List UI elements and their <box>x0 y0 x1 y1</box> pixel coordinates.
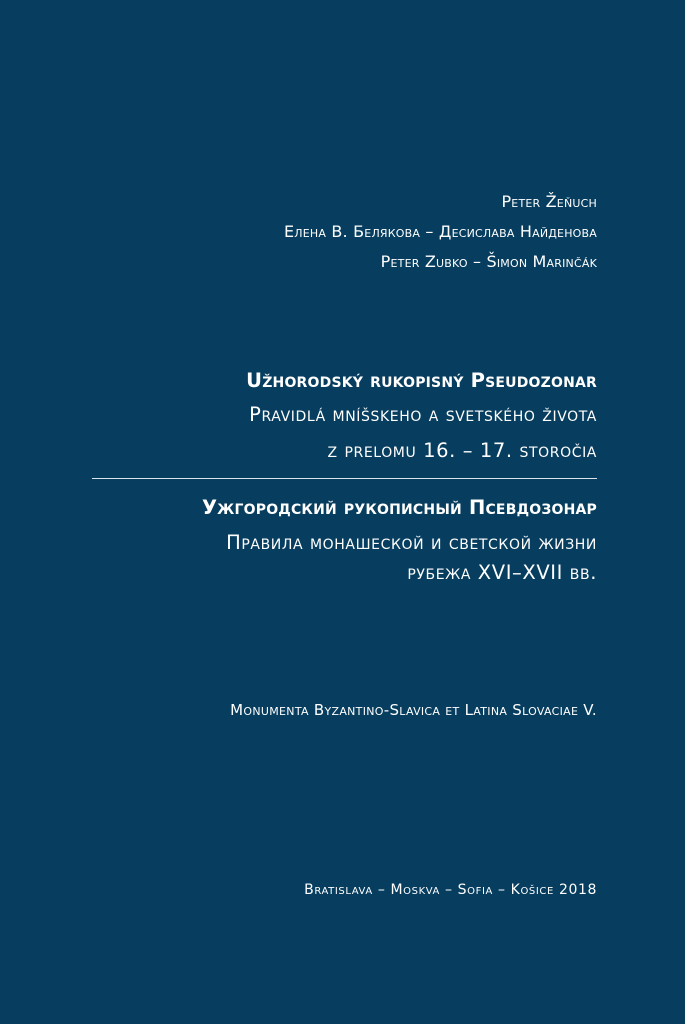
title-russian-line-2: Правила монашеской и светской жизни <box>226 531 597 554</box>
author-line-1: Peter Žeňuch <box>501 192 597 211</box>
title-russian-main: Ужгородский рукописный Псевдозонар <box>201 496 597 519</box>
author-line-2: Елена В. Белякова – Десислава Найденова <box>283 222 597 241</box>
title-slovak-line-3: z prelomu 16. – 17. storočia <box>327 439 597 462</box>
title-russian-line-3: рубежа XVI–XVII вв. <box>407 561 597 584</box>
series-title: Monumenta Byzantino-Slavica et Latina Slovaciae V. <box>230 701 597 719</box>
title-slovak-line-2: Pravidlá mníšskeho a svetského života <box>249 403 597 426</box>
publication-imprint: Bratislava – Moskva – Sofia – Košice 2018 <box>304 882 597 898</box>
author-line-3: Peter Zubko – Šimon Marinčák <box>380 252 597 271</box>
title-divider <box>92 478 597 479</box>
title-slovak-main: Užhorodský rukopisný Pseudozonar <box>246 369 597 392</box>
